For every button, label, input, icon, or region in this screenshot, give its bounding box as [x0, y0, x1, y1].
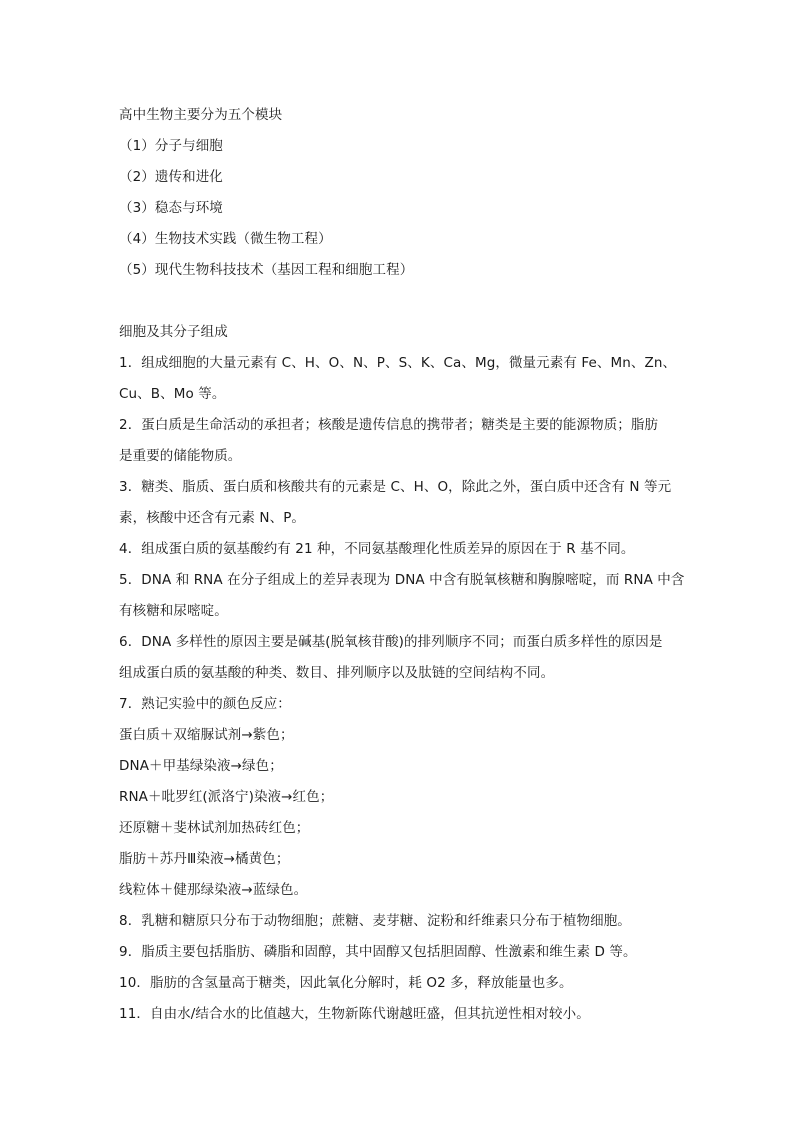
color-reaction-line: 蛋白质＋双缩脲试剂→紫色；: [119, 727, 294, 743]
paragraph-line: 5．DNA 和 RNA 在分子组成上的差异表现为 DNA 中含有脱氧核糖和胸腺嘧啶，而 RNA 中含: [119, 572, 685, 588]
paragraph-line: 组成蛋白质的氨基酸的种类、数目、排列顺序以及肽链的空间结构不同。: [119, 665, 555, 681]
module-item-2: （2）遗传和进化: [119, 169, 223, 185]
paragraph-line: 7．熟记实验中的颜色反应：: [119, 696, 291, 712]
paragraph-line: 3．糖类、脂质、蛋白质和核酸共有的元素是 C、H、O，除此之外，蛋白质中还含有 N 等元: [119, 479, 672, 495]
paragraph-line: 有核糖和尿嘧啶。: [119, 603, 228, 619]
color-reaction-line: DNA＋甲基绿染液→绿色；: [119, 758, 283, 774]
color-reaction-line: 脂肪＋苏丹Ⅲ染液→橘黄色；: [119, 851, 290, 867]
color-reaction-line: 还原糖＋斐林试剂加热砖红色；: [119, 820, 310, 836]
paragraph-line: 1．组成细胞的大量元素有 C、H、O、N、P、S、K、Ca、Mg，微量元素有 Fe、Mn、Zn、: [119, 355, 677, 371]
color-reaction-line: RNA＋吡罗红(派洛宁)染液→红色；: [119, 789, 334, 805]
paragraph-line: 11．自由水/结合水的比值越大，生物新陈代谢越旺盛，但其抗逆性相对较小。: [119, 1006, 590, 1022]
paragraph-line: 2．蛋白质是生命活动的承担者；核酸是遗传信息的携带者；糖类是主要的能源物质；脂肪: [119, 417, 659, 433]
paragraph-line: 10．脂肪的含氢量高于糖类，因此氧化分解时，耗 O2 多，释放能量也多。: [119, 975, 573, 991]
paragraph-line: Cu、B、Mo 等。: [119, 386, 226, 402]
document-body: [119, 100, 685, 1030]
section-spacer: [119, 286, 679, 317]
module-item-4: （4）生物技术实践（微生物工程）: [119, 231, 332, 247]
paragraph-line: 6．DNA 多样性的原因主要是碱基(脱氧核苷酸)的排列顺序不同；而蛋白质多样性的原因是: [119, 634, 663, 650]
paragraph-line: 是重要的储能物质。: [119, 448, 242, 464]
paragraph-line: 4．组成蛋白质的氨基酸约有 21 种，不同氨基酸理化性质差异的原因在于 R 基不同。: [119, 541, 635, 557]
intro-title: 高中生物主要分为五个模块: [119, 107, 283, 123]
module-item-1: （1）分子与细胞: [119, 138, 223, 154]
paragraph-line: 8．乳糖和糖原只分布于动物细胞；蔗糖、麦芽糖、淀粉和纤维素只分布于植物细胞。: [119, 913, 631, 929]
module-item-5: （5）现代生物科技技术（基因工程和细胞工程）: [119, 262, 414, 278]
section-heading: 细胞及其分子组成: [119, 324, 228, 340]
color-reaction-line: 线粒体＋健那绿染液→蓝绿色。: [119, 882, 308, 898]
module-item-3: （3）稳态与环境: [119, 200, 223, 216]
paragraph-line: 素，核酸中还含有元素 N、P。: [119, 510, 306, 526]
paragraph-line: 9．脂质主要包括脂肪、磷脂和固醇，其中固醇又包括胆固醇、性激素和维生素 D 等。: [119, 944, 637, 960]
